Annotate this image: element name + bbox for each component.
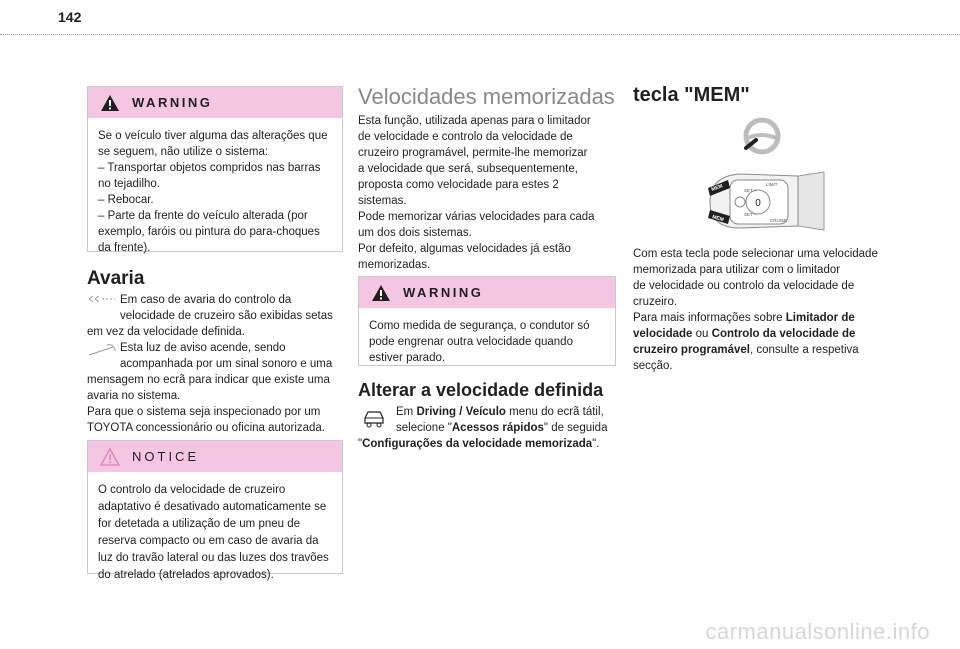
- text-fragment: ": [358, 438, 363, 450]
- menu-item-name: Acessos rápidos: [451, 422, 544, 434]
- warning-triangle-icon: [100, 94, 120, 112]
- zero-label: 0: [755, 198, 761, 209]
- text-fragment: menu do ecrã tátil,: [505, 406, 604, 418]
- text-line: de velocidade e controlo da velocidade de: [358, 131, 573, 143]
- text-line: O controlo da velocidade de cruzeiro: [98, 484, 286, 496]
- set-minus-label: SET –: [744, 212, 757, 217]
- text-line: mensagem no ecrã para indicar que existe uma: [87, 374, 330, 386]
- text-line: Pode memorizar várias velocidades para cada: [358, 211, 595, 223]
- top-rule: [0, 34, 960, 35]
- text-line: – Transportar objetos compridos nas barras: [98, 162, 321, 174]
- avaria-paragraph-1: [87, 292, 343, 340]
- text-fragment: , consulte a respetiva: [749, 344, 859, 356]
- text-fragment: Em: [396, 406, 417, 418]
- text-fragment: ".: [592, 438, 600, 450]
- velocidades-paragraph: [358, 113, 614, 273]
- warning-box-2: [358, 276, 616, 366]
- text-line: no tejadilho.: [98, 178, 161, 190]
- cruise-lever-illustration: [700, 170, 830, 234]
- text-line: Com esta tecla pode selecionar uma velocidade: [633, 248, 878, 260]
- text-fragment: Para mais informações sobre: [633, 312, 786, 324]
- notice-triangle-icon: [100, 448, 120, 466]
- warning-triangle-icon: [371, 284, 391, 302]
- text-line: da frente).: [98, 242, 151, 254]
- mem-paragraph: [633, 246, 893, 374]
- warning-title: WARNING: [132, 95, 213, 110]
- text-line: Como medida de segurança, o condutor só: [369, 320, 590, 332]
- menu-item-name: Configurações da velocidade memorizada: [362, 438, 593, 450]
- text-line: se seguem, não utilize o sistema:: [98, 146, 269, 158]
- alterar-paragraph: [358, 404, 620, 452]
- text-line: TOYOTA concessionário ou oficina autorizada.: [87, 422, 326, 434]
- notice-title: NOTICE: [132, 449, 200, 464]
- section-heading-alterar: Alterar a velocidade definida: [358, 380, 604, 400]
- section-heading-avaria: Avaria: [87, 268, 145, 289]
- text-line: memorizadas.: [358, 259, 431, 271]
- text-line: Esta luz de aviso acende, sendo: [120, 342, 286, 354]
- notice-box: [87, 440, 343, 581]
- menu-path: Driving / Veículo: [416, 406, 506, 418]
- text-line: Para que o sistema seja inspecionado por um: [87, 406, 321, 418]
- mem-bottom-label: MEM: [711, 214, 725, 224]
- text-line: a velocidade que será, subsequentemente,: [358, 163, 578, 175]
- text-line: adaptativo é desativado automaticamente se: [98, 501, 327, 513]
- text-fragment: " de seguida: [543, 422, 608, 434]
- text-line: cruzeiro programável, permite-lhe memorizar: [358, 147, 588, 159]
- text-line: memorizada para utilizar com o limitador: [633, 264, 841, 276]
- cross-reference: velocidade: [633, 328, 693, 340]
- mem-top-label: MEM: [710, 183, 724, 193]
- text-line: cruzeiro.: [633, 296, 678, 308]
- text-line: – Rebocar.: [98, 194, 154, 206]
- text-line: velocidade de cruzeiro são exibidas setas: [120, 310, 333, 322]
- text-line: for detetada a utilização de um pneu de: [98, 518, 301, 530]
- notice-body: [88, 472, 342, 592]
- text-line: [358, 420, 620, 436]
- avaria-paragraph-2: [87, 340, 343, 436]
- notice-header: [88, 441, 342, 472]
- section-heading-mem: tecla "MEM": [633, 84, 750, 106]
- text-line: acompanhada por um sinal sonoro e uma: [120, 358, 333, 370]
- text-line: – Parte da frente do veículo alterada (por: [98, 210, 308, 222]
- text-fragment: selecione ": [396, 422, 452, 434]
- text-line: Esta função, utilizada apenas para o limitador: [358, 115, 591, 127]
- cross-reference: cruzeiro programável: [633, 344, 750, 356]
- text-line: de velocidade ou controlo da velocidade de: [633, 280, 855, 292]
- text-line: reserva compacto ou em caso de avaria da: [98, 535, 319, 547]
- text-line: [633, 326, 893, 342]
- text-line: pode engrenar outra velocidade quando: [369, 336, 573, 348]
- warning-header: [88, 87, 342, 118]
- warning-title-2: WARNING: [403, 285, 484, 300]
- warning-box: [87, 86, 343, 252]
- watermark: carmanualsonline.info: [705, 619, 930, 644]
- warning-body-2: [359, 308, 615, 374]
- text-line: [633, 342, 893, 358]
- limit-label: LIMIT: [766, 182, 778, 187]
- text-line: sistemas.: [358, 195, 407, 207]
- text-line: secção.: [633, 360, 673, 372]
- text-line: Se o veículo tiver alguma das alterações que: [98, 130, 328, 142]
- page-number: 142: [58, 9, 82, 25]
- text-line: exemplo, faróis ou pintura do para-choques: [98, 226, 320, 238]
- text-line: estiver parado.: [369, 352, 446, 364]
- cruise-label: CRUISE: [770, 218, 788, 223]
- text-line: Por defeito, algumas velocidades já estão: [358, 243, 571, 255]
- steering-wheel-icon: [742, 116, 782, 156]
- text-line: avaria no sistema.: [87, 390, 181, 402]
- section-heading-velocidades: Velocidades memorizadas: [358, 84, 615, 109]
- text-line: [358, 404, 620, 420]
- cross-reference: Limitador de: [785, 312, 855, 324]
- warning-body: [88, 118, 342, 264]
- text-line: luz do travão lateral ou das luzes dos travões: [98, 552, 329, 564]
- text-line: em vez da velocidade definida.: [87, 326, 245, 338]
- text-line: [358, 436, 620, 452]
- text-line: do atrelado (atrelados aprovados).: [98, 569, 274, 581]
- text-fragment: ou: [692, 328, 712, 340]
- text-line: proposta como velocidade para estes 2: [358, 179, 559, 191]
- set-plus-label: SET +: [744, 188, 757, 193]
- text-line: Em caso de avaria do controlo da: [120, 294, 292, 306]
- text-line: um dos dois sistemas.: [358, 227, 472, 239]
- text-line: [633, 310, 893, 326]
- cross-reference: Controlo da velocidade de: [711, 328, 856, 340]
- warning-header-2: [359, 277, 615, 308]
